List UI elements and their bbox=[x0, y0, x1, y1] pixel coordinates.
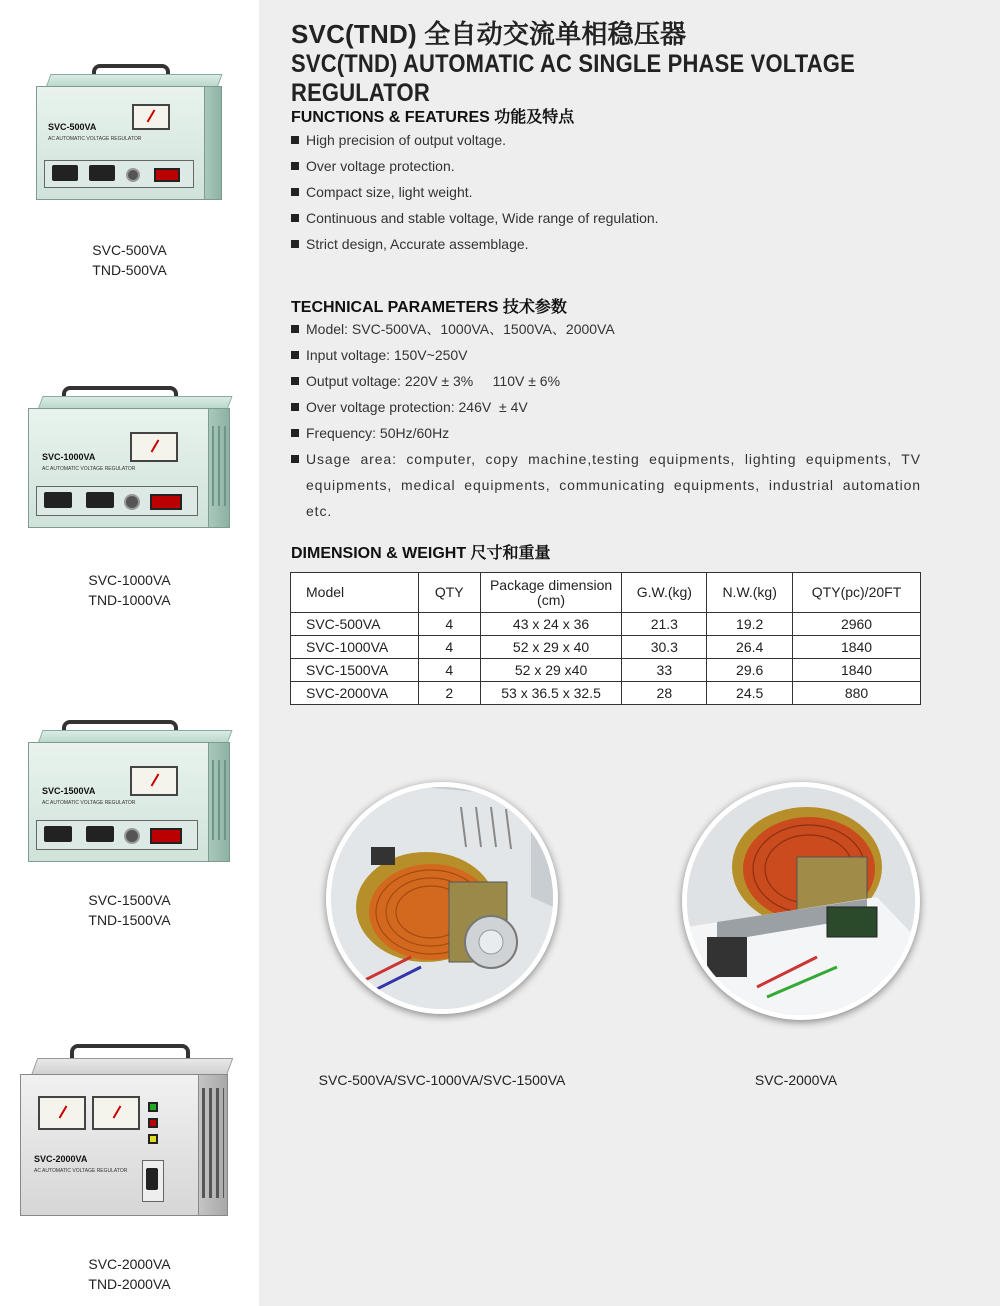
column-header: Model bbox=[291, 573, 419, 613]
list-item: Strict design, Accurate assemblage. bbox=[291, 231, 921, 257]
column-header: Package dimension (cm) bbox=[480, 573, 622, 613]
page-title-cn: SVC(TND) 全自动交流单相稳压器 bbox=[291, 19, 687, 49]
table-cell: 29.6 bbox=[707, 659, 793, 682]
product-caption bbox=[0, 890, 259, 930]
table-cell: 21.3 bbox=[622, 613, 707, 636]
product-svc-name: SVC-500VA bbox=[92, 242, 167, 258]
table-header-row bbox=[291, 573, 921, 613]
list-item: Frequency: 50Hz/60Hz bbox=[291, 420, 921, 446]
unit-model-label: SVC-1000VA bbox=[42, 452, 96, 462]
table-cell: 4 bbox=[418, 659, 480, 682]
table-cell: 2960 bbox=[793, 613, 921, 636]
photo-caption-2000va: SVC-2000VA bbox=[754, 1072, 838, 1088]
product-image-svc-1000va bbox=[26, 386, 232, 536]
list-item: High precision of output voltage. bbox=[291, 127, 921, 153]
table-cell: SVC-1000VA bbox=[291, 636, 419, 659]
product-caption bbox=[0, 570, 259, 610]
product-sidebar bbox=[0, 0, 259, 1306]
table-row bbox=[291, 682, 921, 705]
unit-sub-label: AC AUTOMATIC VOLTAGE REGULATOR bbox=[42, 466, 136, 472]
column-header: QTY(pc)/20FT bbox=[793, 573, 921, 613]
list-item: Over voltage protection. bbox=[291, 153, 921, 179]
product-svc-name: SVC-1000VA bbox=[88, 572, 171, 588]
table-cell: 4 bbox=[418, 613, 480, 636]
dimension-table bbox=[290, 572, 921, 705]
product-image-svc-500va bbox=[34, 64, 224, 204]
internal-photo-small-units bbox=[326, 782, 558, 1014]
functions-heading: FUNCTIONS & FEATURES 功能及特点 bbox=[291, 109, 575, 126]
product-tnd-name: TND-1500VA bbox=[88, 912, 171, 928]
list-item: Model: SVC-500VA、1000VA、1500VA、2000VA bbox=[291, 316, 921, 342]
unit-sub-label: AC AUTOMATIC VOLTAGE REGULATOR bbox=[48, 136, 142, 142]
list-item: Output voltage: 220V ± 3% 110V ± 6% bbox=[291, 368, 921, 394]
list-item: Compact size, light weight. bbox=[291, 179, 921, 205]
product-tnd-name: TND-2000VA bbox=[88, 1276, 171, 1292]
table-cell: SVC-1500VA bbox=[291, 659, 419, 682]
technical-heading: TECHNICAL PARAMETERS 技术参数 bbox=[291, 299, 567, 316]
unit-model-label: SVC-1500VA bbox=[42, 786, 96, 796]
table-cell: 28 bbox=[622, 682, 707, 705]
list-item: Over voltage protection: 246V ± 4V bbox=[291, 394, 921, 420]
product-tnd-name: TND-1000VA bbox=[88, 592, 171, 608]
transformer-coil-illustration bbox=[331, 787, 553, 1009]
table-cell: 33 bbox=[622, 659, 707, 682]
product-image-svc-2000va bbox=[18, 1044, 232, 1220]
table-cell: 30.3 bbox=[622, 636, 707, 659]
table-cell: 880 bbox=[793, 682, 921, 705]
product-image-svc-1500va bbox=[26, 720, 232, 870]
photo-caption-small-units: SVC-500VA/SVC-1000VA/SVC-1500VA bbox=[318, 1072, 566, 1088]
list-item: Input voltage: 150V~250V bbox=[291, 342, 921, 368]
internal-photo-2000va bbox=[682, 782, 920, 1020]
table-row bbox=[291, 636, 921, 659]
unit-sub-label: AC AUTOMATIC VOLTAGE REGULATOR bbox=[42, 800, 136, 806]
list-item: Continuous and stable voltage, Wide range of regulation. bbox=[291, 205, 921, 231]
table-cell: 26.4 bbox=[707, 636, 793, 659]
unit-model-label: SVC-500VA bbox=[48, 122, 97, 132]
product-caption bbox=[0, 1254, 259, 1294]
table-cell: 1840 bbox=[793, 659, 921, 682]
table-cell: SVC-2000VA bbox=[291, 682, 419, 705]
table-row bbox=[291, 613, 921, 636]
table-cell: 24.5 bbox=[707, 682, 793, 705]
page-title-en: SVC(TND) AUTOMATIC AC SINGLE PHASE VOLTAGE REGULATOR bbox=[291, 50, 855, 107]
unit-model-label: SVC-2000VA bbox=[34, 1154, 88, 1164]
table-row bbox=[291, 659, 921, 682]
table-cell: SVC-500VA bbox=[291, 613, 419, 636]
table-cell: 1840 bbox=[793, 636, 921, 659]
product-tnd-name: TND-500VA bbox=[92, 262, 167, 278]
table-cell: 52 x 29 x40 bbox=[480, 659, 622, 682]
table-cell: 4 bbox=[418, 636, 480, 659]
technical-list bbox=[291, 316, 921, 524]
column-header: N.W.(kg) bbox=[707, 573, 793, 613]
dimension-heading: DIMENSION & WEIGHT 尺寸和重量 bbox=[291, 545, 551, 562]
table-cell: 52 x 29 x 40 bbox=[480, 636, 622, 659]
product-svc-name: SVC-2000VA bbox=[88, 1256, 171, 1272]
unit-sub-label: AC AUTOMATIC VOLTAGE REGULATOR bbox=[34, 1168, 128, 1174]
transformer-coil-illustration bbox=[687, 787, 915, 1015]
table-cell: 43 x 24 x 36 bbox=[480, 613, 622, 636]
table-cell: 2 bbox=[418, 682, 480, 705]
table-cell: 19.2 bbox=[707, 613, 793, 636]
list-item: Usage area: computer, copy machine,testing equipments, lighting equipments, TV equipments, medical equipments, communicating equipments, industrial automation etc. bbox=[291, 446, 921, 524]
column-header: QTY bbox=[418, 573, 480, 613]
table-cell: 53 x 36.5 x 32.5 bbox=[480, 682, 622, 705]
column-header: G.W.(kg) bbox=[622, 573, 707, 613]
product-svc-name: SVC-1500VA bbox=[88, 892, 171, 908]
functions-list bbox=[291, 127, 921, 257]
product-caption bbox=[0, 240, 259, 280]
